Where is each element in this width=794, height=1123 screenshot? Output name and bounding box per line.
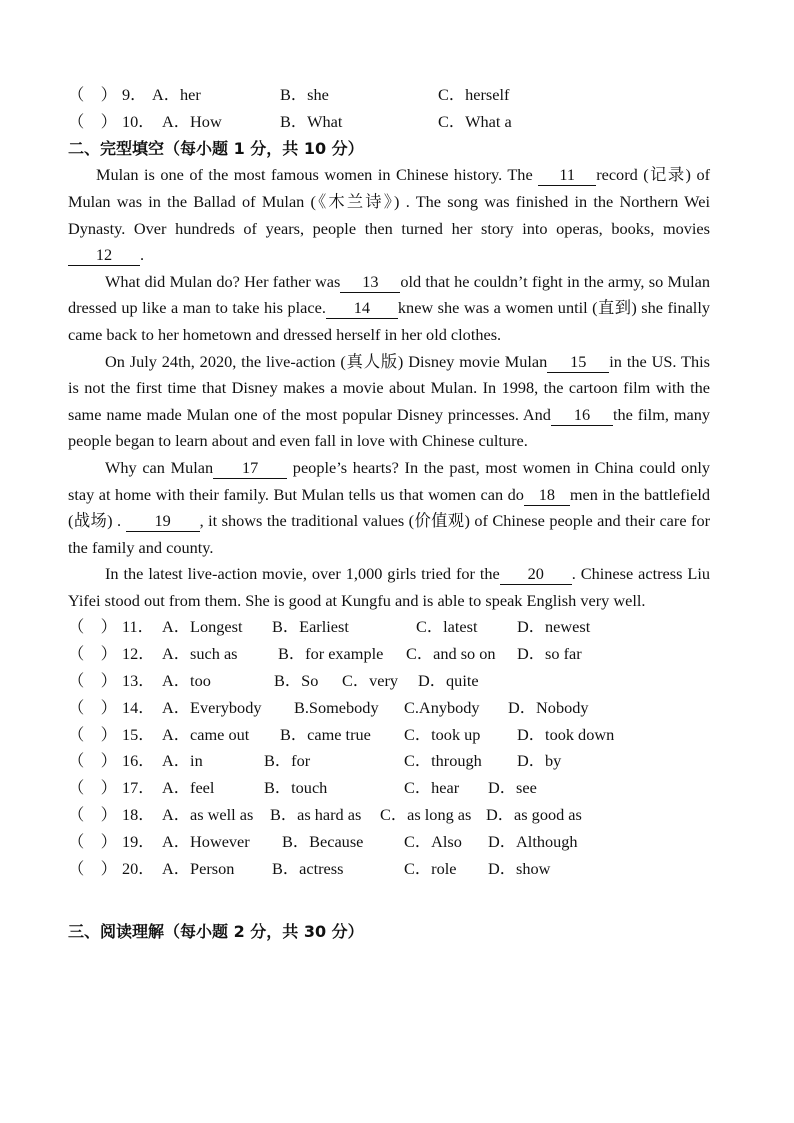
option-b: B．touch <box>264 778 328 798</box>
blank-19: 19 <box>126 511 200 532</box>
option-d: D．see <box>488 778 537 798</box>
option-a: A．her <box>152 85 201 104</box>
option-a: A．as well as <box>162 805 254 825</box>
option-c: C．as long as <box>380 805 472 825</box>
cloze-passage <box>68 162 710 614</box>
question-number: 11． <box>122 617 154 637</box>
option-a: A．too <box>162 671 211 691</box>
option-a: A．in <box>162 751 203 771</box>
answer-paren: （ ） <box>68 778 117 798</box>
section-3-heading: 三、阅读理解（每小题 2 分，共 30 分） <box>68 922 364 942</box>
blank-20: 20 <box>500 564 572 585</box>
blank-15: 15 <box>547 352 609 373</box>
option-b: B．she <box>280 85 329 104</box>
section-2-heading: 二、完型填空（每小题 1 分，共 10 分） <box>68 138 364 158</box>
question-row <box>68 668 710 695</box>
option-a: A．such as <box>162 644 238 664</box>
question-9-row <box>68 82 710 109</box>
question-list <box>68 614 710 882</box>
option-d: D．so far <box>517 644 582 664</box>
answer-paren: （ ） <box>68 644 117 664</box>
option-a: A．Person <box>162 858 235 878</box>
paragraph-2: What did Mulan do? Her father was 13 old that he couldn’t fight in the army, so Mulan dressed up like a man to take his place. 14 knew she was a women until (直到) she finally came back to her hometown and dressed herself in her old clothes. <box>68 271 711 344</box>
question-row <box>68 748 710 775</box>
answer-paren: （ ） <box>68 671 117 691</box>
option-b: B．What <box>280 111 343 131</box>
option-b: B．for <box>264 751 311 771</box>
option-b: B．Because <box>282 831 364 851</box>
answer-paren: （ ） <box>68 697 117 717</box>
option-b: B．as hard as <box>270 805 362 825</box>
question-row <box>68 856 710 883</box>
option-d: D．quite <box>418 671 479 691</box>
question-row <box>68 775 710 802</box>
option-c: C．hear <box>404 778 460 798</box>
question-row <box>68 641 710 668</box>
answer-paren: （ ） <box>68 751 117 771</box>
paragraph-1: Mulan is one of the most famous women in Chinese history. The 11 record (记录) of Mulan was in the Ballad of Mulan (《木兰诗》) . The song was finished in the Northern Wei Dynasty. Over hundreds of years, people then turned her story into operas, books, movies 12 . <box>68 165 711 265</box>
question-number: 9． <box>122 85 147 104</box>
exam-page <box>68 82 710 946</box>
question-number: 14． <box>122 697 155 717</box>
question-row <box>68 802 710 829</box>
question-number: 12． <box>122 644 155 664</box>
option-c: C．herself <box>438 85 510 104</box>
option-a: A．However <box>162 831 250 851</box>
blank-16: 16 <box>551 405 613 426</box>
paragraph-5: In the latest live-action movie, over 1,000 girls tried for the 20 . Chinese actress Liu Yifei stood out from them. She is good at Kungfu and is able to speak English very well. <box>68 564 710 610</box>
option-c: C．took up <box>404 724 481 744</box>
answer-paren: （ ） <box>68 805 117 825</box>
paragraph-3: On July 24th, 2020, the live-action (真人版) Disney movie Mulan 15 in the US. This is not the first time that Disney makes a movie about Mulan. In 1998, the cartoon film with the same name made Mulan one of the most popular Disney princesses. And 16 the film, many people began to learn about and even fall in love with Chinese culture. <box>68 351 711 451</box>
question-number: 18． <box>122 805 155 825</box>
option-c: C．Also <box>404 831 462 851</box>
option-b: B．actress <box>272 858 344 878</box>
option-a: A．Everybody <box>162 697 262 717</box>
option-c: C．through <box>404 751 482 771</box>
answer-paren: （ ） <box>68 617 117 637</box>
option-a: A．feel <box>162 778 215 798</box>
answer-paren: （ ） <box>68 858 117 878</box>
question-10-row <box>68 109 710 136</box>
option-d: D．by <box>517 751 562 771</box>
option-b: B．for example <box>278 644 384 664</box>
question-row <box>68 614 710 641</box>
option-d: D．as good as <box>486 805 582 825</box>
answer-paren: （ ） <box>68 724 117 744</box>
option-c: C.Anybody <box>404 697 480 717</box>
option-c: C．very <box>342 671 399 691</box>
answer-paren: （ ） <box>68 111 117 131</box>
question-number: 17． <box>122 778 155 798</box>
option-a: A．How <box>162 111 222 131</box>
option-a: A．came out <box>162 724 250 744</box>
option-c: C．role <box>404 858 457 878</box>
option-d: D．newest <box>517 617 591 637</box>
question-row <box>68 829 710 856</box>
blank-12: 12 <box>68 245 140 266</box>
question-number: 19． <box>122 831 155 851</box>
blank-17: 17 <box>213 458 287 479</box>
question-number: 10． <box>122 111 155 131</box>
option-d: D．took down <box>517 724 615 744</box>
question-row <box>68 722 710 749</box>
paragraph-4: Why can Mulan 17 people’s hearts? In the past, most women in China could only stay at home with their family. But Mulan tells us that women can do 18 men in the battlefield (战场) . 19 , it shows the traditional values (价值观) of Chinese people and their care for the family and county. <box>68 457 711 557</box>
question-number: 13． <box>122 671 155 691</box>
option-d: D．Although <box>488 831 578 851</box>
option-b: B．came true <box>280 724 371 744</box>
question-number: 20． <box>122 858 155 878</box>
blank-13: 13 <box>340 272 400 293</box>
option-c: C．latest <box>416 617 478 637</box>
question-number: 16． <box>122 751 155 771</box>
option-b: B．Earliest <box>272 617 349 637</box>
option-c: C．What a <box>438 111 512 131</box>
option-d: D．show <box>488 858 551 878</box>
option-b: B.Somebody <box>294 697 379 717</box>
option-a: A．Longest <box>162 617 243 637</box>
option-c: C．and so on <box>406 644 496 664</box>
answer-paren: （ ） <box>68 831 117 851</box>
blank-18: 18 <box>524 485 570 506</box>
question-row <box>68 695 710 722</box>
blank-11: 11 <box>538 165 596 186</box>
option-b: B．So <box>274 671 319 691</box>
question-number: 15． <box>122 724 155 744</box>
answer-paren: （ ） <box>68 85 117 104</box>
blank-14: 14 <box>326 298 398 319</box>
option-d: D．Nobody <box>508 697 589 717</box>
